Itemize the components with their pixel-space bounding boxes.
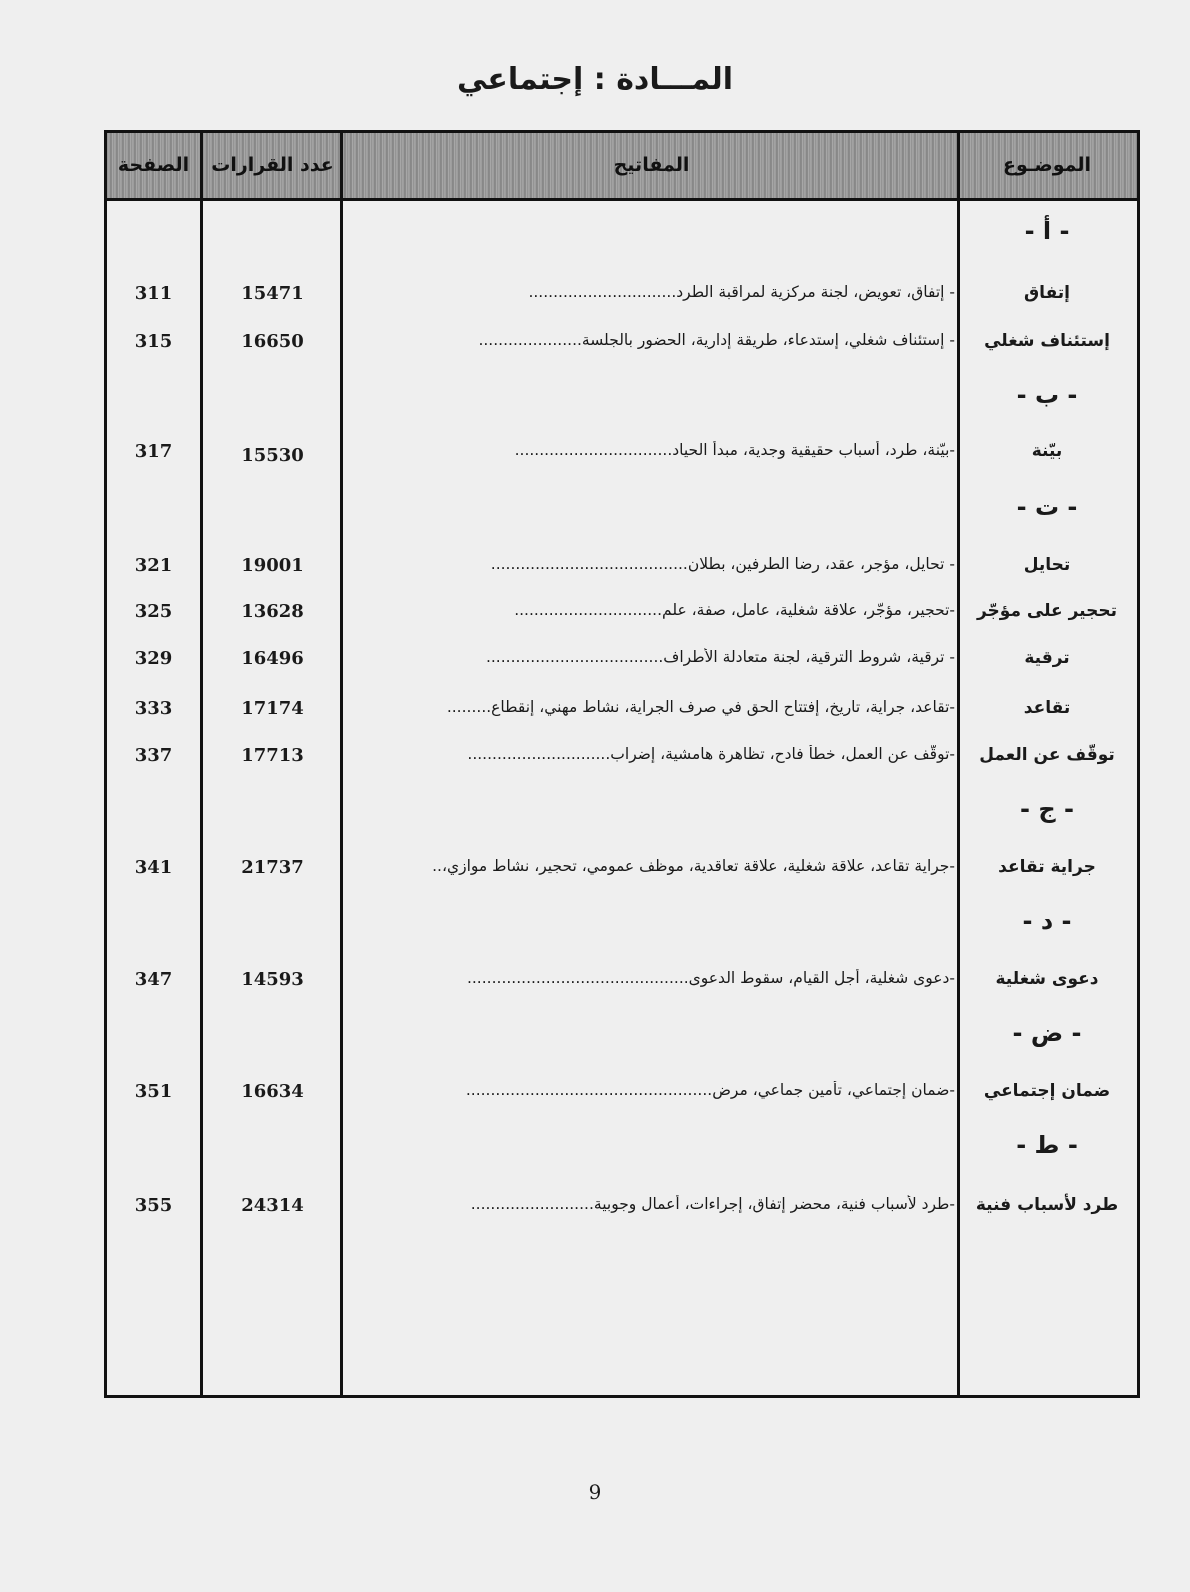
page-cell: 337 (134, 745, 173, 766)
page-cell: 333 (134, 698, 173, 719)
table-row (107, 555, 1137, 585)
keywords-cell: -طرد لأسباب فنية، محضر إتفاق، إجراءات، أعمال وجوبية......................... (470, 1195, 955, 1213)
keywords-cell: -تحجير، مؤجّر، علاقة شغلية، عامل، صفة، علم.............................. (514, 601, 955, 619)
decision-count-cell: 21737 (241, 857, 304, 878)
keywords-cell: - ترقية، شروط الترقية، لجنة متعادلة الأطراف.................................... (485, 648, 955, 666)
page-cell: 347 (134, 969, 173, 990)
keywords-cell: -دعوى شغلية، أجل القيام، سقوط الدعوى............................................. (466, 969, 955, 987)
decision-count-cell: 16496 (241, 648, 304, 669)
subject-cell: تحايل (1023, 555, 1071, 575)
decision-count-cell: 17713 (241, 745, 304, 766)
letter-separator: - ت - (1016, 493, 1078, 521)
table-row (107, 283, 1137, 313)
keywords-cell: - إتفاق، تعويض، لجنة مركزية لمراقبة الطرد.............................. (528, 283, 955, 301)
header-keywords: المفاتيح (613, 154, 690, 176)
subject-cell: تحجير على مؤجّر (976, 601, 1117, 621)
subject-cell: دعوى شغلية (995, 969, 1099, 989)
page-cell: 351 (134, 1081, 173, 1102)
keywords-cell: - إستئناف شغلي، إستدعاء، طريقة إدارية، الحضور بالجلسة..................... (478, 331, 955, 349)
letter-separator: - أ - (1024, 217, 1070, 245)
decision-count-cell: 16650 (241, 331, 304, 352)
table-row (107, 745, 1137, 775)
page-cell: 315 (134, 331, 173, 352)
subject-cell: جراية تقاعد (998, 857, 1096, 877)
decision-count-cell: 14593 (241, 969, 304, 990)
subject-cell: إتفاق (1023, 283, 1071, 303)
header-subject: الموضـوع (1002, 154, 1092, 176)
index-table (104, 130, 1140, 1398)
table-row (107, 601, 1137, 631)
subject-cell: ترقية (1024, 648, 1070, 668)
letter-separator: - ط - (1016, 1131, 1078, 1159)
decision-count-cell: 17174 (241, 698, 304, 719)
page-cell: 355 (134, 1195, 173, 1216)
keywords-cell: -ضمان إجتماعي، تأمين جماعي، مرض.................................................. (465, 1081, 955, 1099)
subject-cell: ضمان إجتماعي (983, 1081, 1111, 1101)
table-row (107, 969, 1137, 999)
page-cell: 341 (134, 857, 173, 878)
table-row (107, 857, 1137, 887)
subject-cell: إستئناف شغلي (984, 331, 1110, 351)
decision-count-cell: 16634 (241, 1081, 304, 1102)
decision-count-cell: 15471 (241, 283, 304, 304)
page-cell: 311 (134, 283, 173, 304)
subject-cell: تقاعد (1023, 698, 1071, 718)
letter-separator: - ب - (1016, 381, 1078, 409)
page-cell: 325 (134, 601, 173, 622)
subject-cell: طرد لأسباب فنية (975, 1195, 1119, 1215)
letter-separator: - د - (1022, 907, 1072, 935)
table-row (107, 1195, 1137, 1225)
table-row (107, 1081, 1137, 1111)
keywords-cell: -جراية تقاعد، علاقة شغلية، علاقة تعاقدية، موظف عمومي، تحجير، نشاط موازي،.. (432, 857, 955, 875)
decision-count-cell: 15530 (241, 445, 304, 466)
keywords-cell: - تحايل، مؤجر، عقد، رضا الطرفين، بطلان........................................ (490, 555, 955, 573)
letter-separator: - ج - (1020, 795, 1074, 823)
table-row (107, 698, 1137, 728)
subject-cell: بيّنة (1031, 441, 1063, 461)
table-row (107, 648, 1137, 678)
decision-count-cell: 19001 (241, 555, 304, 576)
page-title: المـــادة : إجتماعي (456, 62, 734, 97)
page-cell: 329 (134, 648, 173, 669)
keywords-cell: -تقاعد، جراية، تاريخ، إفتتاح الحق في صرف الجراية، نشاط مهني، إنقطاع......... (446, 698, 955, 716)
page-cell: 317 (134, 441, 173, 462)
keywords-cell: -بيّنة، طرد، أسباب حقيقية وجدية، مبدأ الحياد................................ (514, 441, 955, 459)
header-decision-count: عدد القرارات (211, 154, 334, 176)
keywords-cell: -توقّف عن العمل، خطأ فادح، تظاهرة هامشية، إضراب............................. (467, 745, 955, 763)
letter-separator: - ض - (1012, 1019, 1082, 1047)
page-cell: 321 (134, 555, 173, 576)
table-row (107, 331, 1137, 361)
subject-cell: توقّف عن العمل (979, 745, 1115, 765)
table-row (107, 441, 1137, 471)
decision-count-cell: 24314 (241, 1195, 304, 1216)
decision-count-cell: 13628 (241, 601, 304, 622)
page-number: 9 (588, 1480, 602, 1504)
header-page: الصفحة (117, 154, 190, 176)
